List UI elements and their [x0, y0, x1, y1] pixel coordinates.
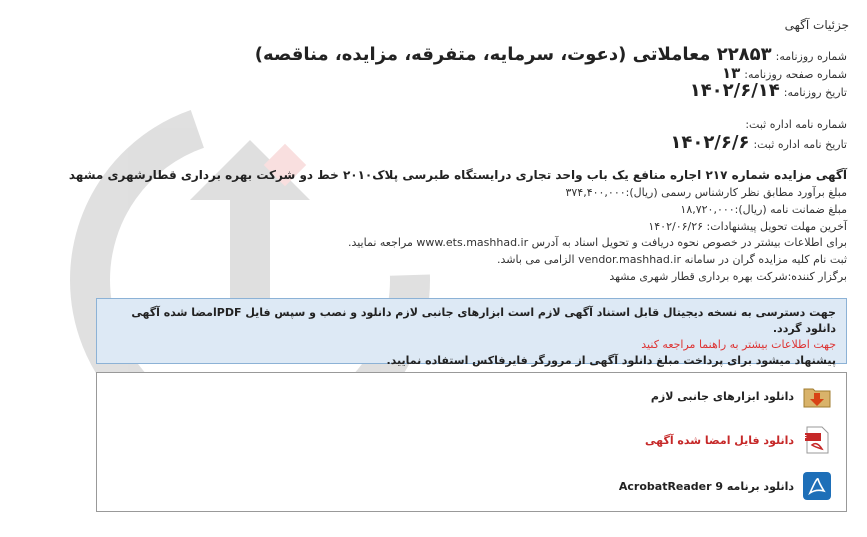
download-signed-pdf-link[interactable] — [645, 423, 832, 457]
download-tools-link[interactable] — [651, 379, 832, 413]
info-line-digital-copy: جهت دسترسی به نسخه دیجیتال قابل استناد آگهی لازم است ابزارهای جانبی لازم دانلود و نصب و سپس فایل PDFامضا شده آگهی دانلود گردد. — [131, 306, 836, 335]
ad-title: آگهی مزایده شماره ۲۱۷ اجاره منافع یک باب واحد تجاری درایستگاه طبرسی پلاک۲۰۱۰ خط دو شرکت بهره برداری قطارشهری مشهد — [68, 168, 847, 182]
section-title: جزئیات آگهی — [784, 18, 849, 32]
newspaper-number-value: ۲۲۸۵۳ معاملاتی (دعوت، سرمایه، متفرقه، مزایده، مناقصه) — [254, 44, 772, 65]
registry-date-row — [670, 132, 847, 153]
download-acrobat-label: دانلود برنامه AcrobatReader 9 — [618, 479, 794, 493]
newspaper-date-value: ۱۴۰۲/۶/۱۴ — [689, 80, 780, 101]
page-number-label: شماره صفحه روزنامه: — [744, 68, 847, 81]
guide-link[interactable]: جهت اطلاعات بیشتر به راهنما مراجعه کنید — [641, 338, 836, 351]
acrobat-icon — [802, 471, 832, 501]
download-acrobat-link[interactable] — [619, 469, 832, 503]
download-tools-label: دانلود ابزارهای جانبی لازم — [650, 389, 794, 403]
downloads-panel — [96, 372, 847, 512]
registry-date-label: تاریخ نامه اداره ثبت: — [753, 138, 847, 151]
estimate-amount: مبلغ برآورد مطابق نظر کارشناس رسمی (ریال):۳۷۴,۴۰۰,۰۰۰ — [565, 186, 847, 199]
svg-text:PDF: PDF — [791, 434, 807, 442]
pdf-file-icon — [791, 425, 832, 455]
info-address: برای اطلاعات بیشتر در خصوص نحوه دریافت و تحویل اسناد به آدرس www.ets.mashhad.ir مراجعه نمایید. — [347, 236, 847, 249]
organizer: برگزار کننده:شرکت بهره برداری قطار شهری مشهد — [609, 270, 847, 283]
registry-letter-row — [745, 118, 847, 131]
newspaper-number-row — [255, 44, 847, 65]
registry-date-value: ۱۴۰۲/۶/۶ — [670, 132, 750, 153]
newspaper-date-row — [690, 80, 847, 101]
page-number-value: ۱۳ — [721, 64, 741, 82]
newspaper-date-label: تاریخ روزنامه: — [783, 86, 847, 99]
newspaper-number-label: شماره روزنامه: — [775, 50, 847, 63]
guarantee-amount: مبلغ ضمانت نامه (ریال):۱۸,۷۲۰,۰۰۰ — [680, 203, 847, 216]
registry-letter-label: شماره نامه اداره ثبت: — [745, 118, 847, 131]
digital-copy-info-box — [96, 298, 847, 367]
folder-download-icon — [802, 381, 832, 411]
deadline: آخرین مهلت تحویل پیشنهادات: ۱۴۰۲/۰۶/۲۶ — [648, 220, 847, 233]
download-signed-pdf-label: دانلود فایل امضا شده آگهی — [645, 433, 794, 447]
registration-note: ثبت نام کلیه مزایده گران در سامانه vendor.mashhad.ir الزامی می باشد. — [497, 253, 847, 266]
info-line-firefox: پیشنهاد میشود برای پرداخت مبلغ دانلود آگهی از مرورگر فایرفاکس استفاده نمایید. — [386, 354, 836, 367]
